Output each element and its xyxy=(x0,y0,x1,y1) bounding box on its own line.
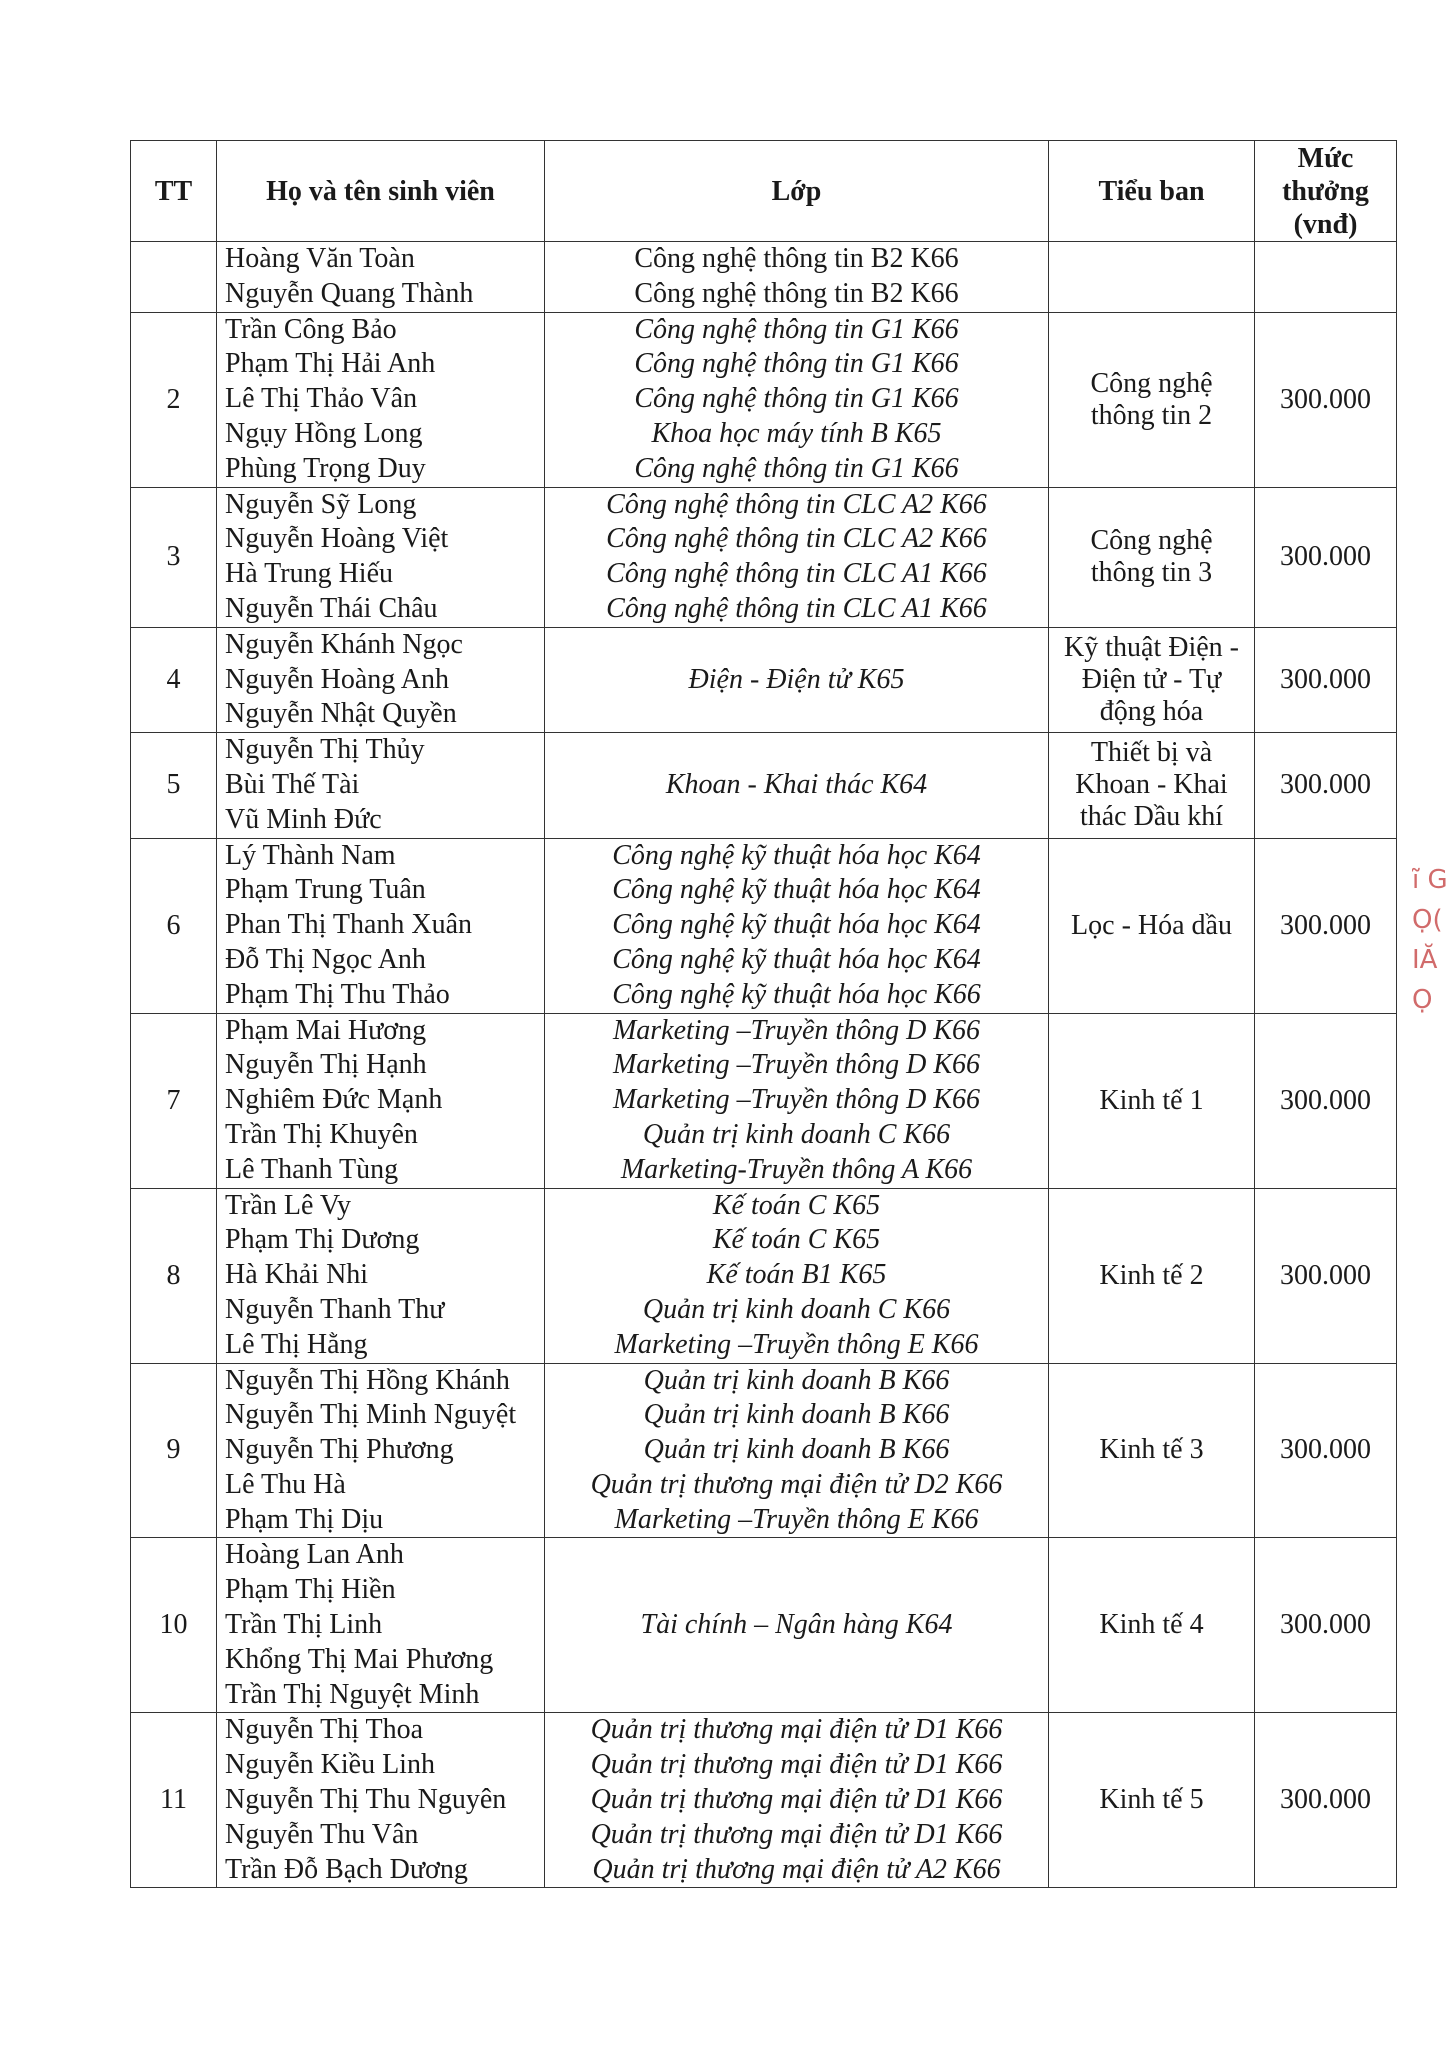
student-name: Lê Thị Hằng xyxy=(225,1328,368,1360)
student-name: Lê Thu Hà xyxy=(225,1468,346,1500)
student-name: Nguyễn Thị Thủy xyxy=(225,734,425,766)
student-name: Nguyễn Thị Hạnh xyxy=(225,1049,427,1081)
subcommittee: Công nghệ thông tin 3 xyxy=(1049,487,1255,627)
class-name: Công nghệ thông tin CLC A2 K66 xyxy=(606,523,987,555)
class-name: Công nghệ kỹ thuật hóa học K66 xyxy=(612,978,981,1010)
student-names-cell xyxy=(217,627,545,732)
student-name: Lý Thành Nam xyxy=(225,839,396,871)
row-number: 11 xyxy=(131,1713,217,1888)
class-name: Công nghệ thông tin CLC A1 K66 xyxy=(606,592,987,624)
student-name: Nguyễn Nhật Quyền xyxy=(225,698,457,730)
subcommittee: Thiết bị và Khoan - Khai thác Dầu khí xyxy=(1049,733,1255,838)
student-name: Phạm Thị Hiền xyxy=(225,1574,396,1606)
subcommittee: Kinh tế 3 xyxy=(1049,1363,1255,1538)
student-name: Nguyễn Hoàng Anh xyxy=(225,663,449,695)
student-name: Trần Thị Khuyên xyxy=(225,1118,418,1150)
class-name: Công nghệ thông tin B2 K66 xyxy=(634,243,959,274)
student-name: Lê Thanh Tùng xyxy=(225,1153,399,1185)
student-names-cell xyxy=(217,487,545,627)
class-name: Marketing –Truyền thông E K66 xyxy=(614,1503,979,1535)
table-row xyxy=(131,1363,1397,1538)
student-name: Phạm Thị Hải Anh xyxy=(225,348,436,380)
table-row xyxy=(131,1538,1397,1713)
student-name: Nguyễn Thị Thoa xyxy=(225,1714,424,1746)
class-name: Quản trị thương mại điện tử D1 K66 xyxy=(590,1784,1003,1816)
student-name: Nguyễn Thị Phương xyxy=(225,1434,454,1466)
table-row xyxy=(131,312,1397,487)
class-cell xyxy=(545,1538,1049,1713)
student-names-cell xyxy=(217,1013,545,1188)
class-name: Tài chính – Ngân hàng K64 xyxy=(640,1609,953,1641)
header-reward: Mức thưởng (vnđ) xyxy=(1255,141,1397,242)
table-row xyxy=(131,627,1397,732)
class-cell xyxy=(545,1363,1049,1538)
reward-amount: 300.000 xyxy=(1255,1013,1397,1188)
reward-amount xyxy=(1255,242,1397,313)
class-name: Quản trị kinh doanh C K66 xyxy=(642,1293,951,1325)
class-cell xyxy=(545,1188,1049,1363)
student-name: Trần Đỗ Bạch Dương xyxy=(225,1853,468,1885)
row-number xyxy=(131,242,217,313)
class-name: Quản trị thương mại điện tử D1 K66 xyxy=(590,1714,1003,1746)
row-number: 9 xyxy=(131,1363,217,1538)
subcommittee: Công nghệ thông tin 2 xyxy=(1049,312,1255,487)
class-cell xyxy=(545,733,1049,838)
student-name: Ngụy Hồng Long xyxy=(225,417,423,449)
class-cell xyxy=(545,838,1049,1013)
class-name: Kế toán C K65 xyxy=(712,1189,881,1221)
student-name: Hoàng Văn Toàn xyxy=(225,243,415,274)
row-number: 5 xyxy=(131,733,217,838)
class-name: Công nghệ kỹ thuật hóa học K64 xyxy=(612,874,981,906)
reward-amount: 300.000 xyxy=(1255,1538,1397,1713)
table-row xyxy=(131,487,1397,627)
class-name: Công nghệ thông tin G1 K66 xyxy=(634,348,959,380)
student-name: Hoàng Lan Anh xyxy=(225,1539,404,1571)
header-subcommittee: Tiểu ban xyxy=(1049,141,1255,242)
class-name: Quản trị kinh doanh C K66 xyxy=(642,1118,951,1150)
row-number: 4 xyxy=(131,627,217,732)
class-name: Khoan - Khai thác K64 xyxy=(665,768,928,800)
class-name: Quản trị kinh doanh B K66 xyxy=(643,1399,950,1431)
student-name: Hà Khải Nhi xyxy=(225,1259,369,1291)
class-name: Kế toán C K65 xyxy=(712,1224,881,1256)
class-cell xyxy=(545,312,1049,487)
student-name: Trần Công Bảo xyxy=(225,313,397,345)
student-names-cell xyxy=(217,1188,545,1363)
student-name: Nguyễn Quang Thành xyxy=(225,277,474,309)
student-names-cell xyxy=(217,1538,545,1713)
student-names-cell xyxy=(217,312,545,487)
class-name: Quản trị thương mại điện tử D2 K66 xyxy=(590,1468,1003,1500)
reward-amount: 300.000 xyxy=(1255,627,1397,732)
table-header-row xyxy=(131,141,1397,242)
student-name: Nguyễn Thu Vân xyxy=(225,1818,419,1850)
student-name: Phan Thị Thanh Xuân xyxy=(225,909,473,941)
table-row xyxy=(131,733,1397,838)
row-number: 10 xyxy=(131,1538,217,1713)
reward-amount: 300.000 xyxy=(1255,838,1397,1013)
row-number: 7 xyxy=(131,1013,217,1188)
class-name: Quản trị thương mại điện tử D1 K66 xyxy=(590,1818,1003,1850)
table-row xyxy=(131,1713,1397,1888)
student-name: Phạm Mai Hương xyxy=(225,1014,427,1046)
class-name: Khoa học máy tính B K65 xyxy=(651,417,942,449)
subcommittee: Kinh tế 4 xyxy=(1049,1538,1255,1713)
subcommittee: Kỹ thuật Điện - Điện tử - Tự động hóa xyxy=(1049,627,1255,732)
student-names-cell xyxy=(217,733,545,838)
class-cell xyxy=(545,242,1049,313)
student-name: Khổng Thị Mai Phương xyxy=(225,1643,494,1675)
subcommittee: Lọc - Hóa dầu xyxy=(1049,838,1255,1013)
student-names-cell xyxy=(217,242,545,313)
student-name: Phạm Thị Dương xyxy=(225,1224,420,1256)
reward-amount: 300.000 xyxy=(1255,1188,1397,1363)
class-name: Công nghệ kỹ thuật hóa học K64 xyxy=(612,839,981,871)
class-name: Kế toán B1 K65 xyxy=(706,1259,887,1291)
class-cell xyxy=(545,1013,1049,1188)
table-row xyxy=(131,1188,1397,1363)
subcommittee: Kinh tế 2 xyxy=(1049,1188,1255,1363)
student-name: Đỗ Thị Ngọc Anh xyxy=(225,943,426,975)
student-name: Bùi Thế Tài xyxy=(225,768,360,800)
red-stamp-fragment: ĩ G Ọ( IĂ Ọ xyxy=(1412,865,1448,1015)
student-name: Trần Lê Vy xyxy=(225,1189,352,1221)
student-name: Phạm Thị Dịu xyxy=(225,1503,384,1535)
class-cell xyxy=(545,627,1049,732)
class-name: Quản trị thương mại điện tử D1 K66 xyxy=(590,1749,1003,1781)
row-number: 6 xyxy=(131,838,217,1013)
student-names-cell xyxy=(217,838,545,1013)
reward-amount: 300.000 xyxy=(1255,1713,1397,1888)
class-name: Quản trị kinh doanh B K66 xyxy=(643,1434,950,1466)
student-name: Vũ Minh Đức xyxy=(225,803,382,835)
class-name: Marketing –Truyền thông D K66 xyxy=(612,1084,981,1116)
class-name: Marketing –Truyền thông D K66 xyxy=(612,1049,981,1081)
student-name: Nguyễn Khánh Ngọc xyxy=(225,628,463,660)
reward-amount: 300.000 xyxy=(1255,1363,1397,1538)
table-row xyxy=(131,1013,1397,1188)
class-name: Marketing-Truyền thông A K66 xyxy=(620,1153,973,1185)
table-row xyxy=(131,838,1397,1013)
class-name: Công nghệ kỹ thuật hóa học K64 xyxy=(612,909,981,941)
header-tt: TT xyxy=(131,141,217,242)
subcommittee: Kinh tế 1 xyxy=(1049,1013,1255,1188)
row-number: 3 xyxy=(131,487,217,627)
row-number: 2 xyxy=(131,312,217,487)
class-name: Công nghệ thông tin CLC A2 K66 xyxy=(606,488,987,520)
class-name: Công nghệ thông tin B2 K66 xyxy=(634,277,959,309)
student-name: Nguyễn Sỹ Long xyxy=(225,488,417,520)
student-name: Nguyễn Thị Minh Nguyệt xyxy=(225,1399,517,1431)
class-cell xyxy=(545,487,1049,627)
class-name: Quản trị kinh doanh B K66 xyxy=(643,1364,950,1396)
subcommittee xyxy=(1049,242,1255,313)
class-name: Công nghệ thông tin G1 K66 xyxy=(634,383,959,415)
student-name: Phạm Thị Thu Thảo xyxy=(225,978,450,1010)
student-name: Nghiêm Đức Mạnh xyxy=(225,1084,443,1116)
class-name: Công nghệ thông tin G1 K66 xyxy=(634,313,959,345)
student-name: Lê Thị Thảo Vân xyxy=(225,383,418,415)
student-names-cell xyxy=(217,1713,545,1888)
reward-amount: 300.000 xyxy=(1255,312,1397,487)
table-body xyxy=(131,242,1397,1888)
student-name: Trần Thị Linh xyxy=(225,1609,383,1641)
class-name: Điện - Điện tử K65 xyxy=(688,663,905,695)
reward-amount: 300.000 xyxy=(1255,487,1397,627)
student-name: Nguyễn Kiều Linh xyxy=(225,1749,435,1781)
header-student-name: Họ và tên sinh viên xyxy=(217,141,545,242)
class-cell xyxy=(545,1713,1049,1888)
student-name: Nguyễn Thái Châu xyxy=(225,592,438,624)
student-name: Nguyễn Thị Thu Nguyên xyxy=(225,1784,507,1816)
student-names-cell xyxy=(217,1363,545,1538)
reward-amount: 300.000 xyxy=(1255,733,1397,838)
student-name: Phạm Trung Tuân xyxy=(225,874,426,906)
class-name: Công nghệ thông tin CLC A1 K66 xyxy=(606,558,987,590)
class-name: Quản trị thương mại điện tử A2 K66 xyxy=(592,1853,1001,1885)
table-row xyxy=(131,242,1397,313)
student-name: Nguyễn Hoàng Việt xyxy=(225,523,449,555)
subcommittee: Kinh tế 5 xyxy=(1049,1713,1255,1888)
student-name: Phùng Trọng Duy xyxy=(225,452,426,484)
student-name: Hà Trung Hiếu xyxy=(225,558,394,590)
reward-table xyxy=(130,140,1397,1888)
class-name: Công nghệ kỹ thuật hóa học K64 xyxy=(612,943,981,975)
student-name: Nguyễn Thanh Thư xyxy=(225,1293,445,1325)
header-class: Lớp xyxy=(545,141,1049,242)
row-number: 8 xyxy=(131,1188,217,1363)
student-name: Nguyễn Thị Hồng Khánh xyxy=(225,1364,510,1396)
class-name: Marketing –Truyền thông D K66 xyxy=(612,1014,981,1046)
class-name: Công nghệ thông tin G1 K66 xyxy=(634,452,959,484)
class-name: Marketing –Truyền thông E K66 xyxy=(614,1328,979,1360)
student-name: Trần Thị Nguyệt Minh xyxy=(225,1678,480,1710)
